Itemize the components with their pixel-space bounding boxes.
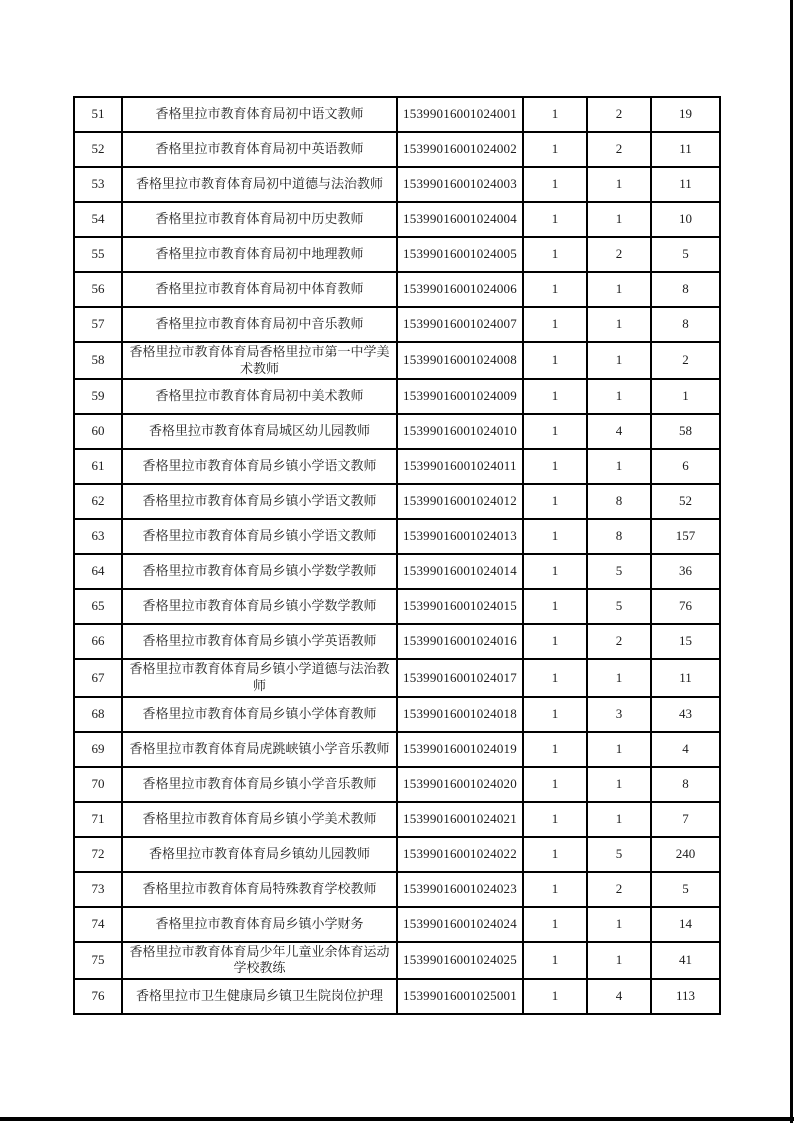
value-1-cell: 1 (523, 307, 587, 342)
value-1-cell: 1 (523, 202, 587, 237)
value-1-cell: 1 (523, 272, 587, 307)
value-3-cell: 157 (651, 519, 720, 554)
position-code-cell: 15399016001024006 (397, 272, 523, 307)
value-2-cell: 1 (587, 307, 651, 342)
position-code-cell: 15399016001024016 (397, 624, 523, 659)
page-border-bottom (0, 1117, 794, 1121)
row-number-cell: 70 (74, 767, 122, 802)
row-number-cell: 66 (74, 624, 122, 659)
row-number-cell: 67 (74, 659, 122, 696)
table-row (74, 237, 720, 272)
row-number-cell: 72 (74, 837, 122, 872)
position-code-cell: 15399016001024015 (397, 589, 523, 624)
value-3-cell: 113 (651, 979, 720, 1014)
position-code-cell: 15399016001024007 (397, 307, 523, 342)
position-name-cell: 香格里拉市教育体育局虎跳峡镇小学音乐教师 (122, 732, 397, 767)
value-1-cell: 1 (523, 767, 587, 802)
value-3-cell: 5 (651, 237, 720, 272)
value-3-cell: 52 (651, 484, 720, 519)
position-code-cell: 15399016001024014 (397, 554, 523, 589)
value-1-cell: 1 (523, 942, 587, 979)
value-1-cell: 1 (523, 484, 587, 519)
row-number-cell: 61 (74, 449, 122, 484)
value-2-cell: 1 (587, 449, 651, 484)
value-3-cell: 10 (651, 202, 720, 237)
row-number-cell: 75 (74, 942, 122, 979)
value-2-cell: 1 (587, 202, 651, 237)
value-2-cell: 2 (587, 237, 651, 272)
value-1-cell: 1 (523, 167, 587, 202)
value-3-cell: 11 (651, 167, 720, 202)
value-3-cell: 11 (651, 659, 720, 696)
position-code-cell: 15399016001024012 (397, 484, 523, 519)
position-name-cell: 香格里拉市教育体育局初中音乐教师 (122, 307, 397, 342)
value-1-cell: 1 (523, 379, 587, 414)
position-name-cell: 香格里拉市教育体育局初中地理教师 (122, 237, 397, 272)
position-code-cell: 15399016001024018 (397, 697, 523, 732)
position-code-cell: 15399016001024022 (397, 837, 523, 872)
value-3-cell: 41 (651, 942, 720, 979)
table-row (74, 872, 720, 907)
value-3-cell: 1 (651, 379, 720, 414)
table-row (74, 837, 720, 872)
value-1-cell: 1 (523, 659, 587, 696)
table-row (74, 342, 720, 379)
position-code-cell: 15399016001024021 (397, 802, 523, 837)
row-number-cell: 74 (74, 907, 122, 942)
table-row (74, 697, 720, 732)
table-row (74, 379, 720, 414)
table-row (74, 519, 720, 554)
position-name-cell: 香格里拉市教育体育局乡镇小学道德与法治教师 (122, 659, 397, 696)
value-1-cell: 1 (523, 519, 587, 554)
job-positions-table (73, 96, 721, 1015)
value-2-cell: 3 (587, 697, 651, 732)
row-number-cell: 69 (74, 732, 122, 767)
value-1-cell: 1 (523, 802, 587, 837)
row-number-cell: 73 (74, 872, 122, 907)
value-2-cell: 8 (587, 484, 651, 519)
value-3-cell: 14 (651, 907, 720, 942)
position-name-cell: 香格里拉市教育体育局乡镇小学音乐教师 (122, 767, 397, 802)
value-2-cell: 1 (587, 732, 651, 767)
value-2-cell: 1 (587, 907, 651, 942)
value-2-cell: 1 (587, 942, 651, 979)
position-name-cell: 香格里拉市教育体育局初中体育教师 (122, 272, 397, 307)
value-2-cell: 1 (587, 802, 651, 837)
position-code-cell: 15399016001024010 (397, 414, 523, 449)
position-name-cell: 香格里拉市教育体育局少年儿童业余体育运动学校教练 (122, 942, 397, 979)
value-2-cell: 5 (587, 837, 651, 872)
position-name-cell: 香格里拉市教育体育局乡镇小学语文教师 (122, 484, 397, 519)
position-name-cell: 香格里拉市教育体育局城区幼儿园教师 (122, 414, 397, 449)
position-name-cell: 香格里拉市教育体育局乡镇小学体育教师 (122, 697, 397, 732)
row-number-cell: 59 (74, 379, 122, 414)
table-row (74, 979, 720, 1014)
value-2-cell: 5 (587, 554, 651, 589)
position-code-cell: 15399016001024009 (397, 379, 523, 414)
value-1-cell: 1 (523, 237, 587, 272)
value-3-cell: 8 (651, 272, 720, 307)
row-number-cell: 64 (74, 554, 122, 589)
value-1-cell: 1 (523, 837, 587, 872)
value-1-cell: 1 (523, 414, 587, 449)
row-number-cell: 60 (74, 414, 122, 449)
value-2-cell: 1 (587, 167, 651, 202)
table-row (74, 484, 720, 519)
row-number-cell: 68 (74, 697, 122, 732)
value-1-cell: 1 (523, 907, 587, 942)
value-1-cell: 1 (523, 732, 587, 767)
table-row (74, 624, 720, 659)
position-code-cell: 15399016001024008 (397, 342, 523, 379)
value-3-cell: 5 (651, 872, 720, 907)
position-name-cell: 香格里拉市教育体育局乡镇小学美术教师 (122, 802, 397, 837)
value-3-cell: 8 (651, 307, 720, 342)
position-code-cell: 15399016001024002 (397, 132, 523, 167)
position-name-cell: 香格里拉市卫生健康局乡镇卫生院岗位护理 (122, 979, 397, 1014)
position-code-cell: 15399016001024023 (397, 872, 523, 907)
value-3-cell: 15 (651, 624, 720, 659)
position-code-cell: 15399016001024020 (397, 767, 523, 802)
value-1-cell: 1 (523, 624, 587, 659)
table-row (74, 414, 720, 449)
value-1-cell: 1 (523, 449, 587, 484)
value-2-cell: 2 (587, 624, 651, 659)
page-border-right (790, 0, 793, 1123)
position-code-cell: 15399016001025001 (397, 979, 523, 1014)
value-2-cell: 1 (587, 272, 651, 307)
position-code-cell: 15399016001024019 (397, 732, 523, 767)
table-row (74, 554, 720, 589)
value-2-cell: 2 (587, 132, 651, 167)
value-2-cell: 4 (587, 414, 651, 449)
row-number-cell: 65 (74, 589, 122, 624)
row-number-cell: 56 (74, 272, 122, 307)
value-2-cell: 2 (587, 97, 651, 132)
value-1-cell: 1 (523, 132, 587, 167)
position-name-cell: 香格里拉市教育体育局乡镇小学英语教师 (122, 624, 397, 659)
position-name-cell: 香格里拉市教育体育局乡镇小学数学教师 (122, 589, 397, 624)
value-3-cell: 4 (651, 732, 720, 767)
row-number-cell: 57 (74, 307, 122, 342)
row-number-cell: 53 (74, 167, 122, 202)
table-row (74, 907, 720, 942)
value-2-cell: 1 (587, 379, 651, 414)
table-row (74, 449, 720, 484)
table-row (74, 767, 720, 802)
row-number-cell: 71 (74, 802, 122, 837)
value-1-cell: 1 (523, 554, 587, 589)
row-number-cell: 52 (74, 132, 122, 167)
position-name-cell: 香格里拉市教育体育局初中语文教师 (122, 97, 397, 132)
value-3-cell: 19 (651, 97, 720, 132)
position-name-cell: 香格里拉市教育体育局乡镇幼儿园教师 (122, 837, 397, 872)
value-3-cell: 6 (651, 449, 720, 484)
table-row (74, 272, 720, 307)
row-number-cell: 54 (74, 202, 122, 237)
value-3-cell: 43 (651, 697, 720, 732)
table-row (74, 732, 720, 767)
value-1-cell: 1 (523, 697, 587, 732)
position-code-cell: 15399016001024001 (397, 97, 523, 132)
position-name-cell: 香格里拉市教育体育局乡镇小学语文教师 (122, 449, 397, 484)
position-name-cell: 香格里拉市教育体育局香格里拉市第一中学美术教师 (122, 342, 397, 379)
position-code-cell: 15399016001024013 (397, 519, 523, 554)
value-1-cell: 1 (523, 589, 587, 624)
value-3-cell: 2 (651, 342, 720, 379)
position-code-cell: 15399016001024017 (397, 659, 523, 696)
position-name-cell: 香格里拉市教育体育局初中历史教师 (122, 202, 397, 237)
position-code-cell: 15399016001024011 (397, 449, 523, 484)
value-3-cell: 8 (651, 767, 720, 802)
table-row (74, 132, 720, 167)
value-3-cell: 11 (651, 132, 720, 167)
table-row (74, 942, 720, 979)
value-1-cell: 1 (523, 979, 587, 1014)
value-3-cell: 76 (651, 589, 720, 624)
value-1-cell: 1 (523, 872, 587, 907)
value-3-cell: 58 (651, 414, 720, 449)
position-name-cell: 香格里拉市教育体育局乡镇小学语文教师 (122, 519, 397, 554)
position-name-cell: 香格里拉市教育体育局初中道德与法治教师 (122, 167, 397, 202)
value-2-cell: 1 (587, 767, 651, 802)
row-number-cell: 51 (74, 97, 122, 132)
table-row (74, 167, 720, 202)
table-row (74, 97, 720, 132)
row-number-cell: 55 (74, 237, 122, 272)
position-code-cell: 15399016001024024 (397, 907, 523, 942)
job-positions-table-body (74, 97, 720, 1014)
value-3-cell: 240 (651, 837, 720, 872)
value-2-cell: 5 (587, 589, 651, 624)
row-number-cell: 76 (74, 979, 122, 1014)
value-2-cell: 1 (587, 342, 651, 379)
value-1-cell: 1 (523, 342, 587, 379)
position-name-cell: 香格里拉市教育体育局初中英语教师 (122, 132, 397, 167)
value-3-cell: 7 (651, 802, 720, 837)
position-name-cell: 香格里拉市教育体育局特殊教育学校教师 (122, 872, 397, 907)
table-row (74, 202, 720, 237)
position-name-cell: 香格里拉市教育体育局初中美术教师 (122, 379, 397, 414)
value-3-cell: 36 (651, 554, 720, 589)
table-row (74, 802, 720, 837)
value-1-cell: 1 (523, 97, 587, 132)
position-name-cell: 香格里拉市教育体育局乡镇小学数学教师 (122, 554, 397, 589)
value-2-cell: 4 (587, 979, 651, 1014)
value-2-cell: 8 (587, 519, 651, 554)
table-row (74, 307, 720, 342)
row-number-cell: 63 (74, 519, 122, 554)
position-code-cell: 15399016001024004 (397, 202, 523, 237)
position-code-cell: 15399016001024025 (397, 942, 523, 979)
table-row (74, 659, 720, 696)
position-code-cell: 15399016001024005 (397, 237, 523, 272)
position-name-cell: 香格里拉市教育体育局乡镇小学财务 (122, 907, 397, 942)
position-code-cell: 15399016001024003 (397, 167, 523, 202)
value-2-cell: 2 (587, 872, 651, 907)
row-number-cell: 58 (74, 342, 122, 379)
value-2-cell: 1 (587, 659, 651, 696)
row-number-cell: 62 (74, 484, 122, 519)
table-row (74, 589, 720, 624)
